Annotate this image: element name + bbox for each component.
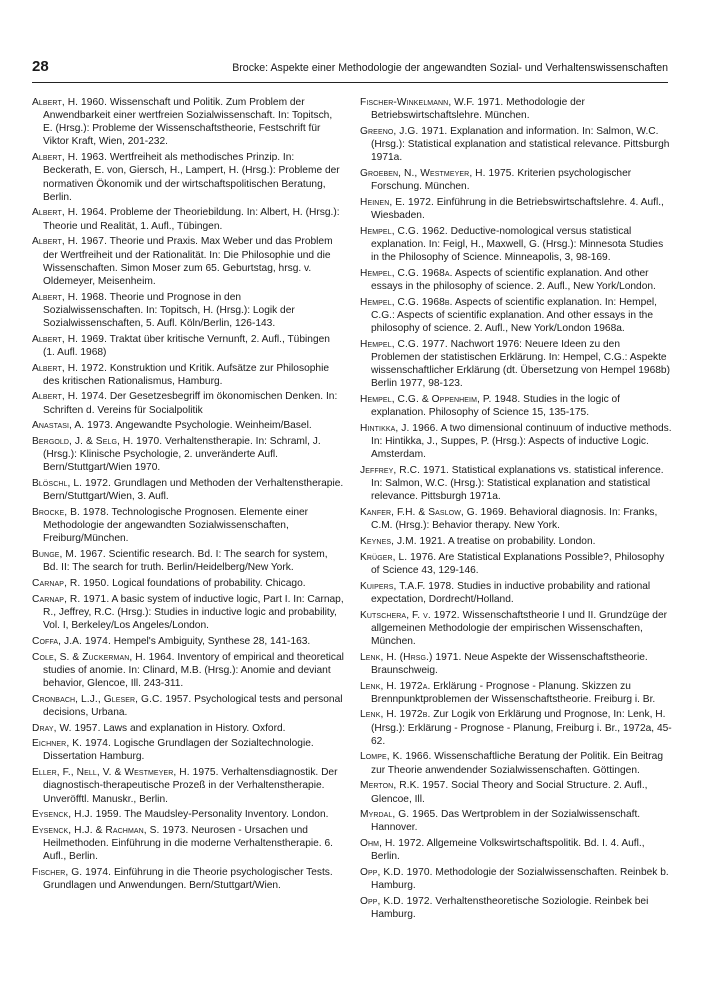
reference-author: Hempel, C.G. 1968b.	[360, 296, 453, 308]
reference-author: Albert, H. 1968.	[32, 291, 108, 303]
page-header	[32, 58, 668, 83]
reference-text: Angewandte Psychologie. Weinheim/Basel.	[113, 420, 312, 432]
reference-entry	[32, 693, 344, 719]
reference-entry	[32, 390, 344, 416]
reference-entry	[360, 750, 672, 776]
reference-text: Logical foundations of probability. Chicago.	[109, 578, 306, 590]
reference-author: Myrdal, G. 1965.	[360, 809, 439, 821]
reference-author: Albert, H. 1972.	[32, 362, 108, 374]
reference-entry	[360, 296, 672, 335]
reference-text: Probleme der Theoriebildung. In: Albert, H. (Hrsg.): Theorie und Realität, 1. Aufl., Tübingen.	[43, 207, 340, 232]
reference-author: Carnap, R. 1971.	[32, 593, 110, 605]
reference-text: Methodologie der Sozialwissenschaften. Reinbek b. Hamburg.	[371, 867, 669, 892]
reference-author: Cole, S. & Zuckerman, H. 1964.	[32, 651, 175, 663]
reference-entry	[360, 708, 672, 747]
reference-entry	[360, 535, 672, 548]
reference-text: Neurosen - Ursachen und Heilmethoden. Einführung in die moderne Verhaltenstherapie. 6. Aufl., Berlin.	[43, 825, 333, 863]
reference-author: Fischer-Winkelmann, W.F. 1971.	[360, 97, 504, 108]
reference-entry	[32, 435, 344, 474]
reference-author: Eichner, K. 1974.	[32, 738, 111, 750]
reference-text: Erklärung - Prognose - Planung. Skizzen zu Brennpunktproblemen der Wissenschaftstheorie. Freiburg i. Br.	[371, 680, 656, 705]
reference-text: Einführung in die Betriebswirtschaftslehre. 4. Aufl., Wiesbaden.	[371, 196, 664, 222]
reference-author: Cronbach, L.J., Gleser, G.C. 1957.	[32, 693, 192, 705]
reference-text: Methodologie der Betriebswirtschaftslehre. München.	[371, 97, 585, 122]
reference-author: Hempel, C.G. & Oppenheim, P. 1948.	[360, 394, 521, 406]
reference-entry	[32, 635, 344, 648]
reference-author: Kanfer, F.H. & Saslow, G. 1969.	[360, 507, 507, 519]
reference-author: Albert, H. 1960.	[32, 97, 108, 108]
reference-author: Eysenck, H.J. 1959.	[32, 809, 122, 821]
running-head: Brocke: Aspekte einer Methodologie der angewandten Sozial- und Verhaltenswissenschaften	[232, 62, 668, 74]
reference-text: Traktat über kritische Vernunft, 2. Aufl., Tübingen (1. Aufl. 1968)	[43, 333, 330, 358]
reference-author: Hempel, C.G. 1977.	[360, 338, 448, 350]
reference-text: Grundlagen und Methoden der Verhaltenstherapie. Bern/Stuttgart/Wien, 3. Aufl.	[43, 478, 344, 503]
reference-text: Verhaltenstherapie. In: Schraml, J. (Hrsg.): Klinische Psychologie, 2. unveränderte Aufl. Bern/Stuttgart/Wien 1970.	[43, 436, 321, 474]
reference-entry	[32, 96, 344, 149]
reference-entry	[32, 477, 344, 503]
reference-entry	[360, 609, 672, 648]
reference-text: A basic system of inductive logic, Part I. In: Carnap, R., Jeffrey, R.C. (Hrsg.): Studies in inductive logic and probability, Vol. I, Berkeley/Los Angeles/London.	[43, 593, 344, 632]
reference-entry	[360, 393, 672, 419]
reference-entry	[32, 151, 344, 204]
reference-entry	[32, 206, 344, 232]
reference-author: Hempel, C.G. 1962.	[360, 225, 448, 237]
reference-author: Merton, R.K. 1957.	[360, 780, 449, 792]
bibliography	[32, 96, 672, 924]
reference-entry	[32, 333, 344, 359]
reference-entry	[360, 422, 672, 461]
reference-author: Carnap, R. 1950.	[32, 578, 110, 590]
reference-text: Studies in inductive probability and rational expectation, Dordrecht/Holland.	[371, 580, 651, 605]
reference-text: Theorie und Praxis. Max Weber und das Problem der Wertfreiheit und der Rationalität. In: Die Philosophie und die Wissenschaften. Simon Moser zum 65. Geburtstag, hrsg. v. Oldemeyer, Meisenheim.	[43, 236, 333, 287]
reference-entry	[32, 548, 344, 574]
reference-text: Technologische Prognosen. Elemente einer Methodologie der angewandten Sozialwissenschaften, Freiburg/München.	[43, 507, 309, 545]
reference-text: Theorie und Prognose in den Sozialwissenschaften. In: Topitsch, H. (Hrsg.): Logik der Sozialwissenschaften, 5. Aufl. Köln/Berlin, 126-143.	[43, 291, 295, 329]
reference-entry	[360, 808, 672, 834]
reference-entry	[360, 267, 672, 293]
reference-entry	[360, 464, 672, 503]
reference-entry	[360, 895, 672, 921]
reference-entry	[32, 506, 344, 545]
reference-text: Are Statistical Explanations Possible?, Philosophy of Science 43, 129-146.	[371, 551, 665, 576]
reference-entry	[32, 291, 344, 330]
reference-author: Blöschl, L. 1972.	[32, 478, 111, 490]
reference-author: Kuipers, T.A.F. 1978.	[360, 580, 455, 592]
reference-text: Behavioral diagnosis. In: Franks, C.M. (Hrsg.): Behavior therapy. New York.	[371, 507, 658, 532]
reference-author: Albert, H. 1967.	[32, 236, 108, 248]
reference-author: Heinen, E. 1972.	[360, 196, 434, 208]
reference-entry	[360, 196, 672, 222]
reference-text: Wissenschaftliche Beratung der Politik. Ein Beitrag zur Theorie anwendender Sozialwissenschaften. Göttingen.	[371, 751, 663, 776]
reference-author: Lenk, H. 1972a.	[360, 680, 431, 692]
reference-entry	[360, 651, 672, 677]
reference-entry	[32, 577, 344, 590]
reference-text: Allgemeine Volkswirtschaftspolitik. Bd. I. 4. Aufl., Berlin.	[371, 838, 645, 863]
reference-author: Bergold, J. & Selg, H. 1970.	[32, 436, 163, 448]
reference-text: Wissenschaft und Politik. Zum Problem der Anwendbarkeit einer wertfreien Sozialwissenschaft. In: Topitsch, E. (Hrsg.): Probleme der Wissenschaftstheorie, Festschrift für Viktor Kraft, Wien, 201-232.	[43, 97, 333, 148]
reference-text: Verhaltenstheoretische Soziologie. Reinbek bei Hamburg.	[371, 896, 649, 921]
reference-author: Lenk, H. 1972b.	[360, 709, 431, 721]
page-number: 28	[32, 58, 49, 75]
reference-text: Statistical explanations vs. statistical inference. In: Salmon, W.C. (Hrsg.): Statistical explanation and statistical relevance. Pittsburgh 1971a.	[371, 465, 664, 503]
reference-author: Eller, F., Nell, V. & Westmeyer, H. 1975.	[32, 767, 219, 779]
reference-text: Hempel's Ambiguity, Synthese 28, 141-163.	[110, 635, 311, 647]
reference-text: Konstruktion und Kritik. Aufsätze zur Philosophie des kritischen Rationalismus, Hamburg.	[43, 362, 329, 387]
reference-author: Bunge, M. 1967.	[32, 549, 106, 561]
reference-entry	[360, 167, 672, 193]
reference-author: Jeffrey, R.C. 1971.	[360, 465, 449, 476]
reference-entry	[32, 235, 344, 288]
reference-text: Wertfreiheit als methodisches Prinzip. In: Beckerath, E. von, Giersch, H., Lampert, H. (Hrsg.): Probleme der normativen Ökonomik und der wirtschaftspolitischen Beratung, Berlin.	[43, 152, 340, 203]
reference-entry	[32, 866, 344, 892]
reference-entry	[32, 651, 344, 690]
reference-text: The Maudsley-Personality Inventory. London.	[121, 809, 329, 821]
reference-entry	[360, 680, 672, 706]
reference-author: Krüger, L. 1976.	[360, 551, 437, 563]
reference-text: Psychological tests and personal decisions, Urbana.	[43, 693, 343, 718]
reference-text: Der Gesetzesbegriff im ökonomischen Denken. In: Schriften d. Vereins für Socialpolitik	[43, 391, 338, 416]
reference-entry	[32, 419, 344, 432]
reference-text: Einführung in die Theorie psychologischer Tests. Grundlagen und Anwendungen. Bern/Stuttgart/Wien.	[43, 867, 333, 892]
reference-text: Logische Grundlagen der Sozialtechnologie. Dissertation Hamburg.	[43, 738, 314, 763]
reference-author: Opp, K.D. 1970.	[360, 867, 433, 879]
reference-text: Neue Aspekte der Wissenschaftstheorie. Braunschweig.	[371, 651, 648, 676]
reference-author: Albert, H. 1969.	[32, 333, 108, 345]
reference-author: Albert, H. 1974.	[32, 391, 108, 403]
reference-entry	[32, 808, 344, 821]
reference-author: Hempel, C.G. 1968a.	[360, 267, 453, 279]
reference-author: Lenk, H. (Hrsg.) 1971.	[360, 651, 462, 663]
reference-entry	[360, 837, 672, 863]
reference-text: Zur Logik von Erklärung und Prognose, In: Lenk, H. (Hrsg.): Erklärung - Prognose - Planung, Freiburg i. Br., 1972a, 45-62.	[371, 709, 672, 747]
reference-entry	[360, 866, 672, 892]
reference-entry	[32, 362, 344, 388]
reference-author: Anastasi, A. 1973.	[32, 420, 114, 432]
reference-entry	[32, 824, 344, 863]
reference-text: Deductive-nomological versus statistical explanation. In: Feigl, H., Maxwell, G. (Hrsg.): Minnesota Studies in the Philosophy of Science. Minneapolis, 3, 98-169.	[371, 225, 664, 264]
reference-entry	[360, 338, 672, 391]
reference-author: Dray, W. 1957.	[32, 722, 101, 734]
reference-text: Nachwort 1976: Neuere Ideen zu den Problemen der statistischen Erklärung. In: Hempel, C.G.: Aspekte wissenschaftlicher Erklärung (dt. Übersetzung von Hempel 1968b) Berlin 1977, 98-123.	[371, 338, 670, 390]
reference-entry	[32, 766, 344, 805]
reference-author: Hintikka, J. 1966.	[360, 422, 439, 434]
reference-author: Groeben, N., Westmeyer, H. 1975.	[360, 167, 515, 179]
reference-text: Scientific research. Bd. I: The search for system, Bd. II: The search for truth. Berlin/Heidelberg/New York.	[43, 549, 328, 574]
right-column	[360, 96, 672, 924]
reference-text: Social Theory and Social Structure. 2. Aufl., Glencoe, Ill.	[371, 780, 648, 805]
reference-entry	[360, 506, 672, 532]
reference-text: Aspects of scientific explanation. In: Hempel, C.G.: Aspects of scientific explanation. And other essays in the philosophy of science. 2. Aufl., New York/London 1968a.	[371, 296, 658, 335]
reference-text: Laws and explanation in History. Oxford.	[100, 722, 286, 734]
reference-entry	[360, 125, 672, 164]
reference-text: Aspects of scientific explanation. And other essays in the philosophy of science. 2. Aufl., New York/London.	[371, 267, 656, 292]
reference-entry	[32, 737, 344, 763]
reference-text: A two dimensional continuum of inductive methods. In: Hintikka, J., Suppes, P. (Hrsg.): Aspects of inductive Logic. Amsterdam.	[371, 422, 672, 461]
reference-author: Lompe, K. 1966.	[360, 751, 432, 763]
reference-entry	[32, 593, 344, 632]
reference-entry	[360, 225, 672, 264]
reference-entry	[360, 779, 672, 805]
reference-entry	[360, 96, 672, 122]
reference-author: Opp, K.D. 1972.	[360, 896, 433, 907]
left-column	[32, 96, 344, 924]
reference-author: Eysenck, H.J. & Rachman, S. 1973.	[32, 825, 189, 837]
reference-entry	[360, 551, 672, 577]
reference-entry	[360, 580, 672, 606]
reference-author: Greeno, J.G. 1971.	[360, 125, 448, 137]
reference-text: Inventory of empirical and theoretical studies of anomie. In: Clinard, M.B. (Hrsg.): Anomie and deviant behavior, Glencoe, Ill. 243-311.	[43, 651, 344, 689]
reference-author: Ohm, H. 1972.	[360, 838, 425, 850]
reference-text: A treatise on probability. London.	[445, 535, 596, 547]
reference-author: Kutschera, F. v. 1972.	[360, 609, 460, 621]
reference-text: Explanation and information. In: Salmon, W.C. (Hrsg.): Statistical explanation and statistical relevance. Pittsburgh 1971a.	[371, 125, 670, 164]
reference-entry	[32, 722, 344, 735]
reference-author: Keynes, J.M. 1921.	[360, 535, 446, 547]
reference-author: Coffa, J.A. 1974.	[32, 635, 111, 647]
reference-text: Verhaltensdiagnostik. Der diagnostisch-therapeutische Prozeß in der Verhaltenstherapie. Unveröfftl. Manuskr., Berlin.	[43, 767, 338, 805]
reference-text: Das Wertproblem in der Sozialwissenschaft. Hannover.	[371, 809, 641, 834]
reference-author: Brocke, B. 1978.	[32, 507, 109, 519]
reference-text: Studies in the logic of explanation. Philosophy of Science 15, 135-175.	[371, 394, 620, 419]
reference-text: Wissenschaftstheorie I und II. Grundzüge der allgemeinen Methodologie der empirischen Wissenschaften, München.	[371, 609, 668, 647]
reference-author: Albert, H. 1963.	[32, 152, 108, 164]
reference-text: Kriterien psychologischer Forschung. München.	[371, 167, 632, 193]
reference-author: Albert, H. 1964.	[32, 207, 108, 219]
reference-author: Fischer, G. 1974.	[32, 867, 112, 879]
